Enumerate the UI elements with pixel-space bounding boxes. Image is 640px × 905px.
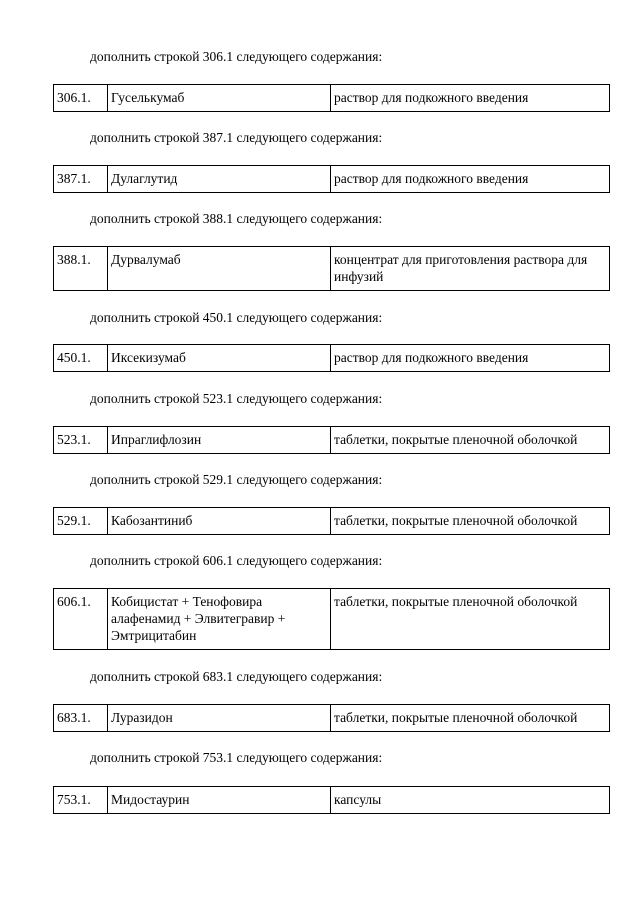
row-number-cell: 306.1. xyxy=(54,85,108,112)
dosage-form-cell: таблетки, покрытые пленочной оболочкой xyxy=(331,705,610,732)
drug-name-cell: Кабозантиниб xyxy=(108,508,331,535)
table-row xyxy=(54,787,610,814)
table-row xyxy=(54,427,610,454)
amendment-intro: дополнить строкой 388.1 следующего содержания: xyxy=(90,211,383,226)
amendment-intro: дополнить строкой 529.1 следующего содержания: xyxy=(90,472,383,487)
table-row xyxy=(54,589,610,650)
row-number-cell: 753.1. xyxy=(54,787,108,814)
drug-name-cell: Кобицистат + Тенофовира алафенамид + Элвитегравир + Эмтрицитабин xyxy=(108,589,331,650)
dosage-form-cell: таблетки, покрытые пленочной оболочкой xyxy=(331,589,610,650)
dosage-form-cell: таблетки, покрытые пленочной оболочкой xyxy=(331,427,610,454)
row-number-cell: 388.1. xyxy=(54,247,108,291)
table-row xyxy=(54,345,610,372)
row-number-cell: 523.1. xyxy=(54,427,108,454)
dosage-form-cell: раствор для подкожного введения xyxy=(331,85,610,112)
drug-table xyxy=(53,344,610,372)
drug-name-cell: Гуселькумаб xyxy=(108,85,331,112)
dosage-form-cell: таблетки, покрытые пленочной оболочкой xyxy=(331,508,610,535)
amendment-intro: дополнить строкой 306.1 следующего содержания: xyxy=(90,49,383,64)
drug-table xyxy=(53,84,610,112)
dosage-form-cell: концентрат для приготовления раствора для инфузий xyxy=(331,247,610,291)
table-row xyxy=(54,247,610,291)
table-row xyxy=(54,508,610,535)
amendment-intro: дополнить строкой 523.1 следующего содержания: xyxy=(90,391,383,406)
row-number-cell: 606.1. xyxy=(54,589,108,650)
drug-name-cell: Иксекизумаб xyxy=(108,345,331,372)
drug-table xyxy=(53,786,610,814)
row-number-cell: 529.1. xyxy=(54,508,108,535)
amendment-intro: дополнить строкой 450.1 следующего содержания: xyxy=(90,310,383,325)
amendment-intro: дополнить строкой 753.1 следующего содержания: xyxy=(90,750,383,765)
amendment-intro: дополнить строкой 606.1 следующего содержания: xyxy=(90,553,383,568)
drug-name-cell: Дурвалумаб xyxy=(108,247,331,291)
drug-name-cell: Луразидон xyxy=(108,705,331,732)
table-row xyxy=(54,85,610,112)
dosage-form-cell: капсулы xyxy=(331,787,610,814)
drug-table xyxy=(53,426,610,454)
amendment-intro: дополнить строкой 387.1 следующего содержания: xyxy=(90,130,383,145)
row-number-cell: 683.1. xyxy=(54,705,108,732)
drug-table xyxy=(53,704,610,732)
amendment-intro: дополнить строкой 683.1 следующего содержания: xyxy=(90,669,383,684)
drug-name-cell: Мидостаурин xyxy=(108,787,331,814)
drug-name-cell: Дулаглутид xyxy=(108,166,331,193)
row-number-cell: 450.1. xyxy=(54,345,108,372)
drug-table xyxy=(53,588,610,650)
drug-table xyxy=(53,246,610,291)
dosage-form-cell: раствор для подкожного введения xyxy=(331,345,610,372)
table-row xyxy=(54,705,610,732)
table-row xyxy=(54,166,610,193)
drug-table xyxy=(53,507,610,535)
dosage-form-cell: раствор для подкожного введения xyxy=(331,166,610,193)
drug-name-cell: Ипраглифлозин xyxy=(108,427,331,454)
row-number-cell: 387.1. xyxy=(54,166,108,193)
drug-table xyxy=(53,165,610,193)
